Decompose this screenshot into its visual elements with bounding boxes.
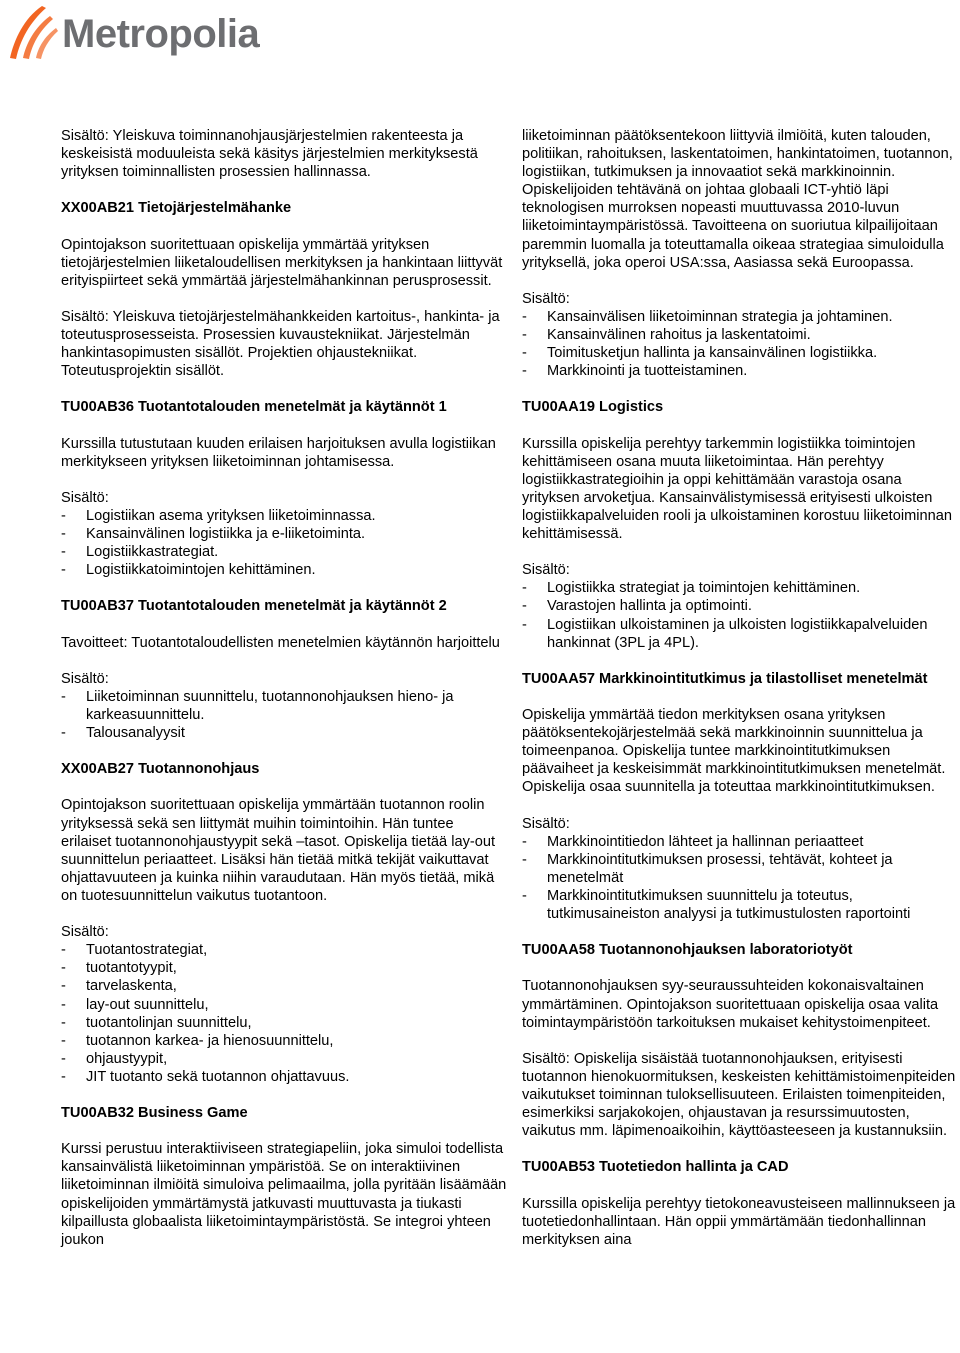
left-column (61, 127, 507, 1249)
list-item: - Logistiikan ulkoistaminen ja ulkoisten logistiikkapalveluiden hankinnat (3PL ja 4PL). (522, 616, 960, 652)
list-item: - tuotantolinjan suunnittelu, (61, 1014, 507, 1032)
paragraph: Sisältö: Yleiskuva tietojärjestelmähankkeiden kartoitus-, hankinta- ja toteutusprosesseista. Prosessien kuvaustekniikat. Järjestelmän hankintasopimusten sisällöt. Projektien ohjaustekniikat. Toteutusprojektin sisällöt. (61, 308, 500, 380)
list-item: - tuotannon karkea- ja hienosuunnittelu, (61, 1032, 507, 1050)
list-item: - ohjaustyypit, (61, 1050, 507, 1068)
list-item: - Liiketoiminnan suunnittelu, tuotannonohjauksen hieno- ja karkeasuunnittelu. (61, 688, 507, 724)
content-label: Sisältö: (522, 562, 570, 579)
list-item: - Markkinointi ja tuotteistaminen. (522, 362, 960, 380)
content-list (61, 507, 507, 579)
list-item: - Kansainvälinen logistiikka ja e-liiketoiminta. (61, 525, 507, 543)
paragraph: Tuotannonohjauksen syy-seuraussuhteiden kokonaisvaltainen ymmärtäminen. Opintojakson suoritettuaan opiskelija osaa valita toimintaympäristöön tarkoituksen mukaiset kehitystoimenpiteet. (522, 978, 939, 1031)
list-item: - lay-out suunnittelu, (61, 996, 507, 1014)
right-column (522, 127, 960, 1249)
list-item: - Talousanalyysit (61, 724, 507, 742)
content-list (522, 579, 960, 651)
content-label: Sisältö: (61, 924, 109, 941)
list-item: - Logistiikan asema yrityksen liiketoiminnassa. (61, 507, 507, 525)
paragraph: Kurssi perustuu interaktiiviseen strategiapeliin, joka simuloi todellista kansainvälistä liiketoiminnan ympäristöä. Se on interaktiivinen liiketoiminnan ilmiöitä simuloiva pelimaailma, jolla pyritään lisäämään opiskelijoiden ymmärtämystä jatkuvasti muuttuvasta ja tiukasti kilpaillusta globaalista liiketoimintaympäristöstä. Se integroi yhteen joukon (61, 1141, 507, 1248)
course-title: TU00AA57 Markkinointitutkimus ja tilastolliset menetelmät (522, 670, 928, 687)
content-list (522, 833, 960, 923)
content-list (61, 688, 507, 742)
content-label: Sisältö: (522, 290, 570, 307)
course-title: TU00AB32 Business Game (61, 1105, 248, 1122)
course-title: TU00AA58 Tuotannonohjauksen laboratoriotyöt (522, 942, 853, 959)
list-item: - Varastojen hallinta ja optimointi. (522, 597, 960, 615)
list-item: - tuotantotyypit, (61, 959, 507, 977)
paragraph: liiketoiminnan päätöksentekoon liittyviä ilmiöitä, kuten talouden, politiikan, rahoituksen, laskentatoimen, hankintatoimen, tuotannon, logistiikan, tutkimuksen ja innovaatiot sekä markkinoinnin. Opiskelijoiden tehtävänä on johtaa globaali ICT-yhtiö läpi teknologisen murroksen nopeasti muuttuvassa 2010-luvun liiketoimintaympäristössä. Tavoitteena on suoriutua kilpailijoitaan paremmin luomalla ja toteuttamalla oikeaa strategiaa simuloidulla yrityksellä, joka operoi USA:ssa, Aasiassa sekä Euroopassa. (522, 128, 953, 271)
list-item: - Logistiikka strategiat ja toimintojen kehittäminen. (522, 579, 960, 597)
list-item: - Toimitusketjun hallinta ja kansainvälinen logistiikka. (522, 344, 960, 362)
list-item: - Logistiikkastrategiat. (61, 543, 507, 561)
content-label: Sisältö: (61, 489, 109, 506)
course-title: TU00AB37 Tuotantotalouden menetelmät ja käytännöt 2 (61, 598, 447, 615)
content-label: Sisältö: (61, 670, 109, 687)
paragraph: Kurssilla opiskelija perehtyy tarkemmin logistiikka toimintojen kehittämiseen osana muuta liiketoimintaa. Hän perehtyy logistiikkastrategioihin ja oppi kehittämään varastoja osana yrityksen arvoketjua. Kansainvälistymisessä erityisesti ulkoisten logistiikkapalveluiden rooli ja ulkoistaminen korostuu liiketoiminnan kehittämisessä. (522, 435, 952, 543)
logo-text: Metropolia (62, 12, 260, 56)
content-list (61, 941, 507, 1086)
course-title: TU00AA19 Logistics (522, 399, 664, 416)
content-label: Sisältö: (522, 815, 570, 832)
list-item: - Tuotantostrategiat, (61, 941, 507, 959)
list-item: - JIT tuotanto sekä tuotannon ohjattavuus. (61, 1068, 507, 1086)
paragraph: Kurssilla tutustutaan kuuden erilaisen harjoituksen avulla logistiikan merkitykseen yrityksen liiketoiminnan johtamisessa. (61, 435, 496, 470)
list-item: - Kansainvälinen rahoitus ja laskentatoimi. (522, 326, 960, 344)
course-title: TU00AB36 Tuotantotalouden menetelmät ja käytännöt 1 (61, 399, 447, 416)
paragraph: Sisältö: Opiskelija sisäistää tuotannonohjauksen, erityisesti tuotannon hienokuormituksen, keskeisten kehittämistoimenpiteiden vaikutukset toiminnan tuloksellisuuteen. Erilaisten toimenpiteiden, esimerkiksi sarjakokojen, ohjaustavan ja resurssimuutosten, vaikutus mm. läpimenoaikoihin, käyttöasteeseen ja kustannuksiin. (522, 1050, 956, 1140)
list-item: - tarvelaskenta, (61, 977, 507, 995)
paragraph: Kurssilla opiskelija perehtyy tietokoneavusteiseen mallinnukseen ja tuotetiedonhallintaan. Hän oppii ymmärtämään tiedonhallinnan merkityksen aina (522, 1195, 956, 1248)
paragraph: Tavoitteet: Tuotantotaloudellisten menetelmien käytännön harjoittelu (61, 634, 500, 651)
paragraph: Sisältö: Yleiskuva toiminnanohjausjärjestelmien rakenteesta ja keskeisistä moduuleista sekä käsitys järjestelmien merkityksestä yrityksen toiminnallisten prosessien hallinnassa. (61, 128, 478, 181)
list-item: - Markkinointitiedon lähteet ja hallinnan periaatteet (522, 833, 960, 851)
paragraph: Opiskelija ymmärtää tiedon merkityksen osana yrityksen päätöksentekojärjestelmää sekä markkinoinnin suunnittelua ja toimeenpanoa. Opiskelija tuntee markkinointitutkimuksen päävaiheet ja keskeisimmät markkinointitutkimuksen menetelmät. Opiskelija osaa suunnitella ja toteuttaa markkinointitutkimuksen. (522, 707, 946, 796)
list-item: - Kansainvälisen liiketoiminnan strategia ja johtaminen. (522, 308, 960, 326)
metropolia-logo-mark-icon (6, 4, 66, 62)
list-item: - Markkinointitutkimuksen prosessi, tehtävät, kohteet ja menetelmät (522, 851, 960, 887)
course-title: XX00AB21 Tietojärjestelmähanke (61, 200, 292, 217)
course-title: TU00AB53 Tuotetiedon hallinta ja CAD (522, 1159, 789, 1176)
list-item: - Logistiikkatoimintojen kehittäminen. (61, 561, 507, 579)
list-item: - Markkinointitutkimuksen suunnittelu ja toteutus, tutkimusaineiston analyysi ja tutkimustulosten raportointi (522, 887, 960, 923)
metropolia-logo (6, 4, 266, 62)
paragraph: Opintojakson suoritettuaan opiskelija ymmärtään tuotannon roolin yrityksessä sekä sen liittymät muihin toimintoihin. Hän tuntee erilaiset tuotannonohjaustyypit sekä –tasot. Opiskelija tietää lay-out suunnittelun periaatteet. Lisäksi hän tietää mitkä tekijät vaikuttavat ohjattavuuteen ja kuinka niihin varaudutaan. Hän myös tietää, mikä on tuotesuunnittelun vaikutus tuotantoon. (61, 797, 496, 904)
content-list (522, 308, 960, 380)
paragraph: Opintojakson suoritettuaan opiskelija ymmärtää yrityksen tietojärjestelmien liiketaloudellisen merkityksen ja hankintaan liittyvät erityispiirteet sekä ymmärtää järjestelmähankinnan perusprosessit. (61, 236, 503, 289)
course-title: XX00AB27 Tuotannonohjaus (61, 761, 260, 778)
